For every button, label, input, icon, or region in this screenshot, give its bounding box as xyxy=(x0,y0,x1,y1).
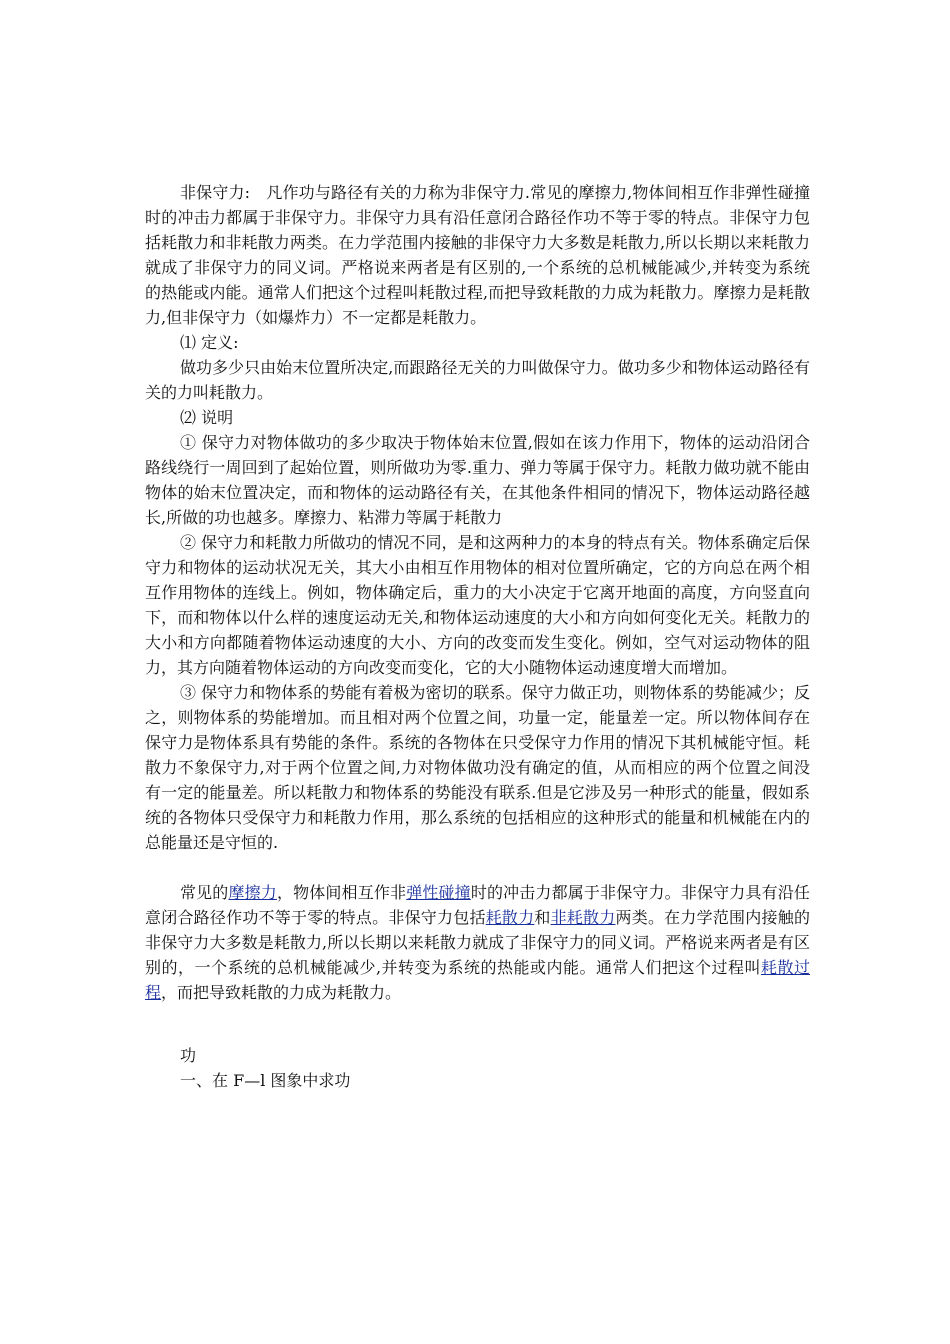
explanation-point-1: ① 保守力对物体做功的多少取决于物体始末位置,假如在该力作用下，物体的运动沿闭合路线绕行一周回到了起始位置，则所做功为零.重力、弹力等属于保守力。耗散力做功就不能由物体的始末位置决定，而和物体的运动路径有关，在其他条件相同的情况下，物体运动路径越长,所做的功也越多。摩擦力、粘滞力等属于耗散力 xyxy=(145,433,810,527)
text-segment: 两类。在力学范围内接触的非保守力大多数是耗散力,所以长期以来耗散力就成了非保守力的同义词。严格说来两者是有区别的，一个系统的总机械能减少,并转变为系统的热能或内能。通常人们把这个过程叫 xyxy=(145,908,810,977)
link-dissipative-process[interactable]: 耗散过程 xyxy=(145,958,810,1002)
section-title-work: 功 xyxy=(180,1046,197,1065)
link-elastic-collision[interactable]: 弹性碰撞 xyxy=(406,883,471,902)
text-segment: 时的冲击力都属于非保守力。非保守力具有沿任意闭合路径作功不等于零的特点。非保守力包括 xyxy=(145,883,810,927)
text-segment: 和 xyxy=(534,908,551,927)
explanation-point-2: ② 保守力和耗散力所做功的情况不同，是和这两种力的本身的特点有关。物体系确定后保守力和物体的运动状况无关，其大小由相互作用物体的相对位置所确定，它的方向总在两个相互作用物体的连线上。例如，物体确定后，重力的大小决定于它离开地面的高度，方向竖直向下，而和物体以什么样的速度运动无关,和物体运动速度的大小和方向如何变化无关。耗散力的大小和方向都随着物体运动速度的大小、方向的改变而发生变化。例如，空气对运动物体的阻力，其方向随着物体运动的方向改变而变化，它的大小随物体运动速度增大而增加。 xyxy=(145,533,810,677)
definition-text: 做功多少只由始末位置所决定,而跟路径无关的力叫做保守力。做功多少和物体运动路径有关的力叫耗散力。 xyxy=(145,358,810,402)
link-friction-force[interactable]: 摩擦力 xyxy=(228,883,277,902)
paragraph-nonconservative-force: 非保守力: 凡作功与路径有关的力称为非保守力.常见的摩擦力,物体间相互作非弹性碰撞时的冲击力都属于非保守力。非保守力具有沿任意闭合路径作功不等于零的特点。非保守力包括耗散力和非耗散力两类。在力学范围内接触的非保守力大多数是耗散力,所以长期以来耗散力就成了非保守力的同义词。严格说来两者是有区别的,一个系统的总机械能减少,并转变为系统的热能或内能。通常人们把这个过程叫耗散过程,而把导致耗散的力成为耗散力。摩擦力是耗散力,但非保守力（如爆炸力）不一定都是耗散力。 xyxy=(145,183,810,327)
text-segment: ，而把导致耗散的力成为耗散力。 xyxy=(161,983,402,1002)
paragraph-common-forces xyxy=(145,880,810,1005)
explanation-heading: ⑵ 说明 xyxy=(180,408,234,427)
link-dissipative-force[interactable]: 耗散力 xyxy=(485,908,535,927)
section-subtitle-fl-graph: 一、在 F—l 图象中求功 xyxy=(180,1071,351,1090)
text-segment: ，物体间相互作非 xyxy=(276,883,407,902)
explanation-point-3: ③ 保守力和物体系的势能有着极为密切的联系。保守力做正功，则物体系的势能减少；反之，则物体系的势能增加。而且相对两个位置之间，功量一定，能量差一定。所以物体间存在保守力是物体系具有势能的条件。系统的各物体在只受保守力作用的情况下其机械能守恒。耗散力不象保守力,对于两个位置之间,力对物体做功没有确定的值，从而相应的两个位置之间没有一定的能量差。所以耗散力和物体系的势能没有联系.但是它涉及另一种形式的能量，假如系统的各物体只受保守力和耗散力作用，那么系统的包括相应的这种形式的能量和机械能在内的总能量还是守恒的. xyxy=(145,683,810,852)
definition-heading: ⑴ 定义: xyxy=(180,333,239,352)
document-page xyxy=(145,180,810,1093)
link-non-dissipative-force[interactable]: 非耗散力 xyxy=(550,908,616,927)
text-segment: 常见的 xyxy=(180,883,229,902)
